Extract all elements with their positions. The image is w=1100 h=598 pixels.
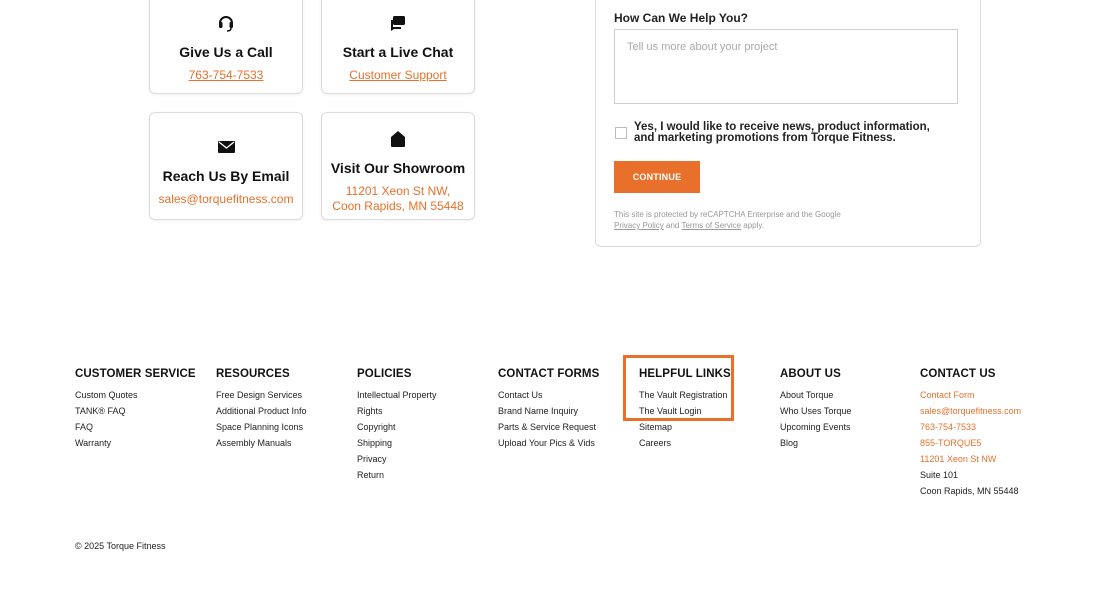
footer-link[interactable]: Privacy <box>357 454 387 464</box>
email-card <box>149 112 303 220</box>
footer-heading: CONTACT US <box>920 368 996 380</box>
footer-link[interactable]: Contact Form <box>920 390 975 400</box>
footer-link[interactable]: Additional Product Info <box>216 406 307 416</box>
footer-link[interactable]: Contact Us <box>498 390 543 400</box>
footer-link[interactable]: FAQ <box>75 422 94 432</box>
footer-link[interactable]: Rights <box>357 406 383 416</box>
copyright: © 2025 Torque Fitness <box>75 541 166 551</box>
footer-link[interactable]: Upload Your Pics & Vids <box>498 438 595 448</box>
footer-link[interactable]: The Vault Registration <box>639 390 728 400</box>
home-icon <box>390 128 406 150</box>
contact-form <box>595 0 981 247</box>
footer-address-line: Suite 101 <box>920 470 959 480</box>
footer-contact-us <box>920 368 1021 500</box>
footer-policies <box>357 368 437 484</box>
envelope-icon <box>218 136 235 158</box>
consent-checkbox[interactable] <box>615 127 627 139</box>
footer-helpful-links <box>639 368 731 452</box>
continue-button[interactable]: CONTINUE <box>614 161 700 193</box>
footer-link[interactable]: Copyright <box>357 422 396 432</box>
footer-link[interactable]: Blog <box>780 438 799 448</box>
footer-heading: CONTACT FORMS <box>498 368 600 380</box>
footer-link[interactable]: Custom Quotes <box>75 390 138 400</box>
chat-card-title: Start a Live Chat <box>342 44 454 60</box>
call-card-title: Give Us a Call <box>179 44 273 60</box>
customer-support-link[interactable]: Customer Support <box>349 68 447 82</box>
footer-customer-service <box>75 368 196 452</box>
footer-link[interactable]: sales@torquefitness.com <box>920 406 1022 416</box>
footer-link[interactable]: Free Design Services <box>216 390 303 400</box>
footer-link[interactable]: Shipping <box>357 438 393 448</box>
phone-link[interactable]: 763-754-7533 <box>188 68 264 82</box>
footer-link[interactable]: Brand Name Inquiry <box>498 406 579 416</box>
showroom-address-line1[interactable]: 11201 Xeon St NW, <box>345 184 451 198</box>
footer-heading: POLICIES <box>357 368 412 380</box>
showroom-card-title: Visit Our Showroom <box>330 160 466 176</box>
footer-link[interactable]: 763-754-7533 <box>920 422 977 432</box>
footer-heading: HELPFUL LINKS <box>639 368 731 380</box>
recaptcha-and: and <box>666 221 680 230</box>
chat-bubble-icon <box>390 12 406 34</box>
consent-label: Yes, I would like to receive news, product information, and marketing promotions from Torque Fitness. <box>634 121 930 144</box>
project-textarea[interactable]: Tell us more about your project <box>614 29 958 104</box>
footer-heading: ABOUT US <box>780 368 841 380</box>
footer-link[interactable]: 11201 Xeon St NW <box>920 454 997 464</box>
footer-link[interactable]: TANK® FAQ <box>75 406 126 416</box>
footer-link[interactable]: The Vault Login <box>639 406 702 416</box>
footer-link[interactable]: Sitemap <box>639 422 673 432</box>
email-card-title: Reach Us By Email <box>162 168 290 184</box>
footer-resources <box>216 368 307 452</box>
showroom-card <box>321 112 475 220</box>
recaptcha-apply: apply. <box>743 221 765 230</box>
footer-link[interactable]: Parts & Service Request <box>498 422 597 432</box>
privacy-policy-link[interactable]: Privacy Policy <box>614 221 664 230</box>
footer-link[interactable]: Return <box>357 470 385 480</box>
footer-link[interactable]: Upcoming Events <box>780 422 851 432</box>
recaptcha-notice <box>614 209 894 231</box>
call-card <box>149 0 303 94</box>
footer-link[interactable]: Intellectual Property <box>357 390 437 400</box>
footer-contact-forms <box>498 368 599 452</box>
help-label: How Can We Help You? <box>614 11 749 25</box>
footer-link[interactable]: 855-TORQUE5 <box>920 438 982 448</box>
footer-link[interactable]: Who Uses Torque <box>780 406 852 416</box>
email-link[interactable]: sales@torquefitness.com <box>158 192 294 206</box>
footer-about-us <box>780 368 851 452</box>
chat-card <box>321 0 475 94</box>
footer-link[interactable]: Space Planning Icons <box>216 422 304 432</box>
footer-heading: CUSTOMER SERVICE <box>75 368 196 380</box>
footer-address-line: Coon Rapids, MN 55448 <box>920 486 1019 496</box>
footer-link[interactable]: Careers <box>639 438 672 448</box>
terms-of-service-link[interactable]: Terms of Service <box>681 221 742 230</box>
footer-link[interactable]: Warranty <box>75 438 112 448</box>
recaptcha-text: This site is protected by reCAPTCHA Enterprise and the Google <box>614 210 841 219</box>
showroom-address-line2[interactable]: Coon Rapids, MN 55448 <box>332 199 464 213</box>
headset-icon <box>218 12 234 34</box>
footer-link[interactable]: About Torque <box>780 390 834 400</box>
footer-heading: RESOURCES <box>216 368 290 380</box>
footer-link[interactable]: Assembly Manuals <box>216 438 292 448</box>
